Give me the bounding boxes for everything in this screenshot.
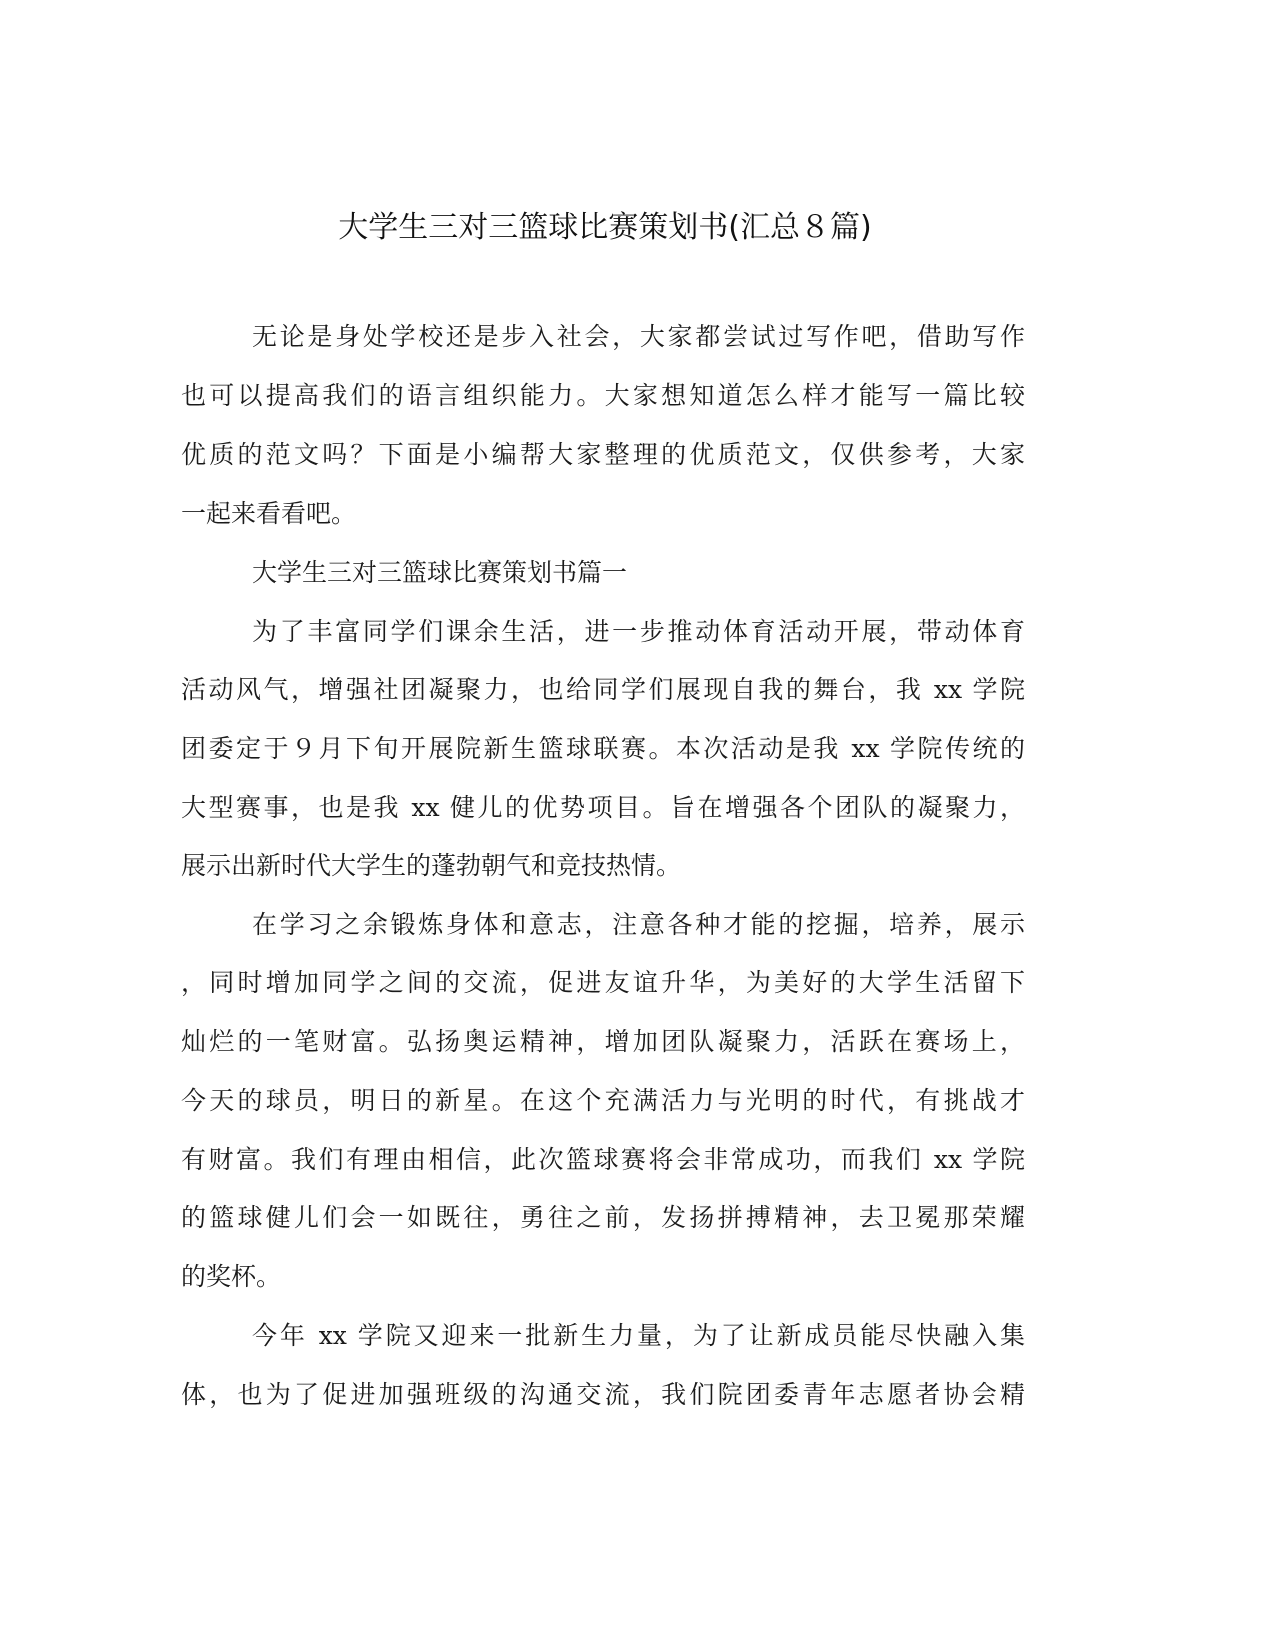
paragraph-line: 体，也为了促进加强班级的沟通交流，我们院团委青年志愿者协会精 (181, 1380, 1025, 1409)
paragraph-line: 在学习之余锻炼身体和意志，注意各种才能的挖掘，培养，展示 (252, 910, 1025, 939)
paragraph-line: 无论是身处学校还是步入社会，大家都尝试过写作吧，借助写作 (252, 322, 1025, 351)
paragraph-line: 为了丰富同学们课余生活，进一步推动体育活动开展，带动体育 (252, 617, 1025, 646)
paragraph-line: 今年 xx 学院又迎来一批新生力量，为了让新成员能尽快融入集 (252, 1321, 1025, 1350)
paragraph-line: 也可以提高我们的语言组织能力。大家想知道怎么样才能写一篇比较 (181, 381, 1025, 410)
paragraph-line: 的奖杯。 (181, 1262, 282, 1291)
paragraph-line: 有财富。我们有理由相信，此次篮球赛将会非常成功，而我们 xx 学院 (181, 1145, 1025, 1174)
paragraph-line: 灿烂的一笔财富。弘扬奥运精神，增加团队凝聚力，活跃在赛场上， (181, 1027, 1025, 1056)
paragraph-line: 今天的球员，明日的新星。在这个充满活力与光明的时代，有挑战才 (181, 1086, 1025, 1115)
document-title: 大学生三对三篮球比赛策划书(汇总８篇) (338, 210, 872, 245)
paragraph-line: ，同时增加同学之间的交流，促进友谊升华，为美好的大学生活留下 (181, 968, 1025, 997)
section-heading: 大学生三对三篮球比赛策划书篇一 (252, 558, 628, 587)
paragraph-line: 一起来看看吧。 (181, 499, 357, 528)
paragraph-line: 优质的范文吗？下面是小编帮大家整理的优质范文，仅供参考，大家 (181, 440, 1025, 469)
paragraph-line: 的篮球健儿们会一如既往，勇往之前，发扬拼搏精神，去卫冕那荣耀 (181, 1203, 1025, 1232)
paragraph-line: 大型赛事，也是我 xx 健儿的优势项目。旨在增强各个团队的凝聚力， (181, 793, 1025, 822)
paragraph-line: 团委定于９月下旬开展院新生篮球联赛。本次活动是我 xx 学院传统的 (181, 734, 1025, 763)
paragraph-line: 活动风气，增强社团凝聚力，也给同学们展现自我的舞台，我 xx 学院 (181, 675, 1025, 704)
paragraph-line: 展示出新时代大学生的蓬勃朝气和竞技热情。 (181, 851, 682, 880)
